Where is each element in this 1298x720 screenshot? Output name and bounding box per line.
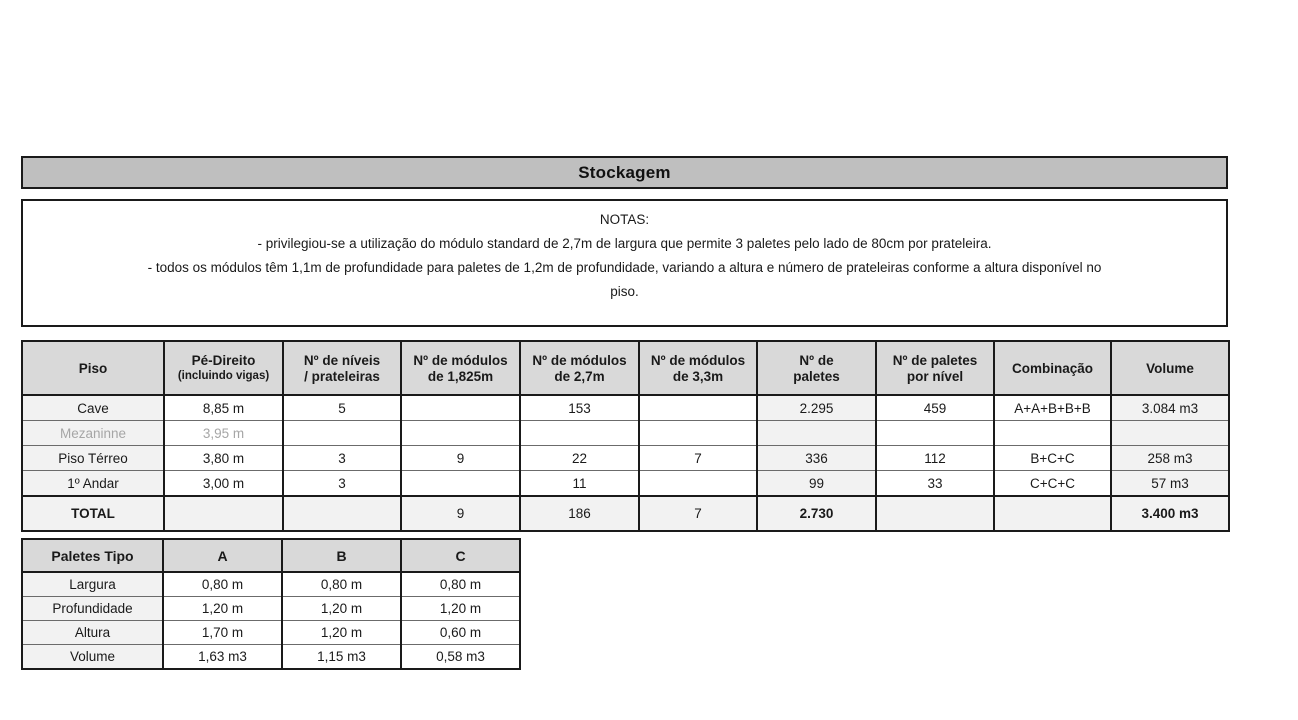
col-header-niveis-label: Nº de níveis (303, 353, 381, 368)
cell-piso: 1º Andar (22, 471, 164, 497)
cell-total-modulos-1825: 9 (401, 496, 520, 531)
page-title: Stockagem (578, 162, 671, 182)
cell-profundidade-a: 1,20 m (163, 597, 282, 621)
cell-volume-b: 1,15 m3 (282, 645, 401, 670)
cell-total-modulos-33: 7 (639, 496, 757, 531)
col-header-piso (22, 341, 164, 395)
cell-pe-direito: 3,95 m (164, 421, 283, 446)
paletes-row (22, 572, 520, 597)
cell-paletes-por-nivel: 459 (876, 395, 994, 421)
col-header-paletes-por-nivel-sub: por nível (906, 369, 964, 384)
cell-modulos-1825 (401, 421, 520, 446)
cell-paletes (757, 421, 876, 446)
cell-altura-c: 0,60 m (401, 621, 520, 645)
cell-paletes-por-nivel: 112 (876, 446, 994, 471)
cell-combinacao: A+A+B+B+B (994, 395, 1111, 421)
col-header-combinacao (994, 341, 1111, 395)
row-label-largura: Largura (22, 572, 163, 597)
cell-volume-c: 0,58 m3 (401, 645, 520, 670)
table-row (22, 446, 1229, 471)
cell-modulos-33 (639, 471, 757, 497)
row-label-altura: Altura (22, 621, 163, 645)
cell-volume-a: 1,63 m3 (163, 645, 282, 670)
cell-volume (1111, 421, 1229, 446)
paletes-tipo-table (21, 538, 521, 670)
col-header-pe-direito-label: Pé-Direito (191, 353, 256, 368)
cell-total-label: TOTAL (22, 496, 164, 531)
cell-total-paletes: 2.730 (757, 496, 876, 531)
note-line-2-cont: piso. (610, 284, 639, 299)
cell-modulos-1825 (401, 395, 520, 421)
cell-total-paletes-por-nivel (876, 496, 994, 531)
cell-niveis: 3 (283, 471, 401, 497)
cell-volume: 3.084 m3 (1111, 395, 1229, 421)
cell-paletes: 336 (757, 446, 876, 471)
col-header-modulos-33 (639, 341, 757, 395)
col-header-paletes (757, 341, 876, 395)
cell-modulos-33 (639, 395, 757, 421)
cell-modulos-27: 153 (520, 395, 639, 421)
col-header-tipo-a: A (163, 539, 282, 572)
cell-total-volume: 3.400 m3 (1111, 496, 1229, 531)
cell-piso: Piso Térreo (22, 446, 164, 471)
cell-modulos-27: 11 (520, 471, 639, 497)
cell-modulos-33: 7 (639, 446, 757, 471)
cell-niveis (283, 421, 401, 446)
col-header-modulos-1825 (401, 341, 520, 395)
col-header-paletes-label: Nº de (799, 353, 834, 368)
cell-paletes-por-nivel: 33 (876, 471, 994, 497)
notes-heading: NOTAS: (599, 212, 650, 227)
table-row (22, 421, 1229, 446)
table-total-row (22, 496, 1229, 531)
paletes-row (22, 621, 520, 645)
col-header-niveis (283, 341, 401, 395)
cell-paletes: 2.295 (757, 395, 876, 421)
cell-niveis: 5 (283, 395, 401, 421)
cell-modulos-27 (520, 421, 639, 446)
cell-largura-a: 0,80 m (163, 572, 282, 597)
cell-combinacao: C+C+C (994, 471, 1111, 497)
stockagem-table (21, 340, 1230, 532)
cell-total-combinacao (994, 496, 1111, 531)
cell-paletes: 99 (757, 471, 876, 497)
col-header-modulos-33-sub: de 3,3m (672, 369, 724, 384)
cell-modulos-33 (639, 421, 757, 446)
cell-volume: 57 m3 (1111, 471, 1229, 497)
cell-volume: 258 m3 (1111, 446, 1229, 471)
paletes-row (22, 645, 520, 670)
note-line-1: - privilegiou-se a utilização do módulo standard de 2,7m de largura que permite 3 paletes pelo lado de 80cm por prateleira. (257, 236, 992, 251)
cell-modulos-27: 22 (520, 446, 639, 471)
cell-pe-direito: 3,00 m (164, 471, 283, 497)
cell-pe-direito: 8,85 m (164, 395, 283, 421)
notes-box (21, 199, 1228, 327)
col-header-tipo-c: C (401, 539, 520, 572)
col-header-volume (1111, 341, 1229, 395)
row-label-volume: Volume (22, 645, 163, 670)
table-row (22, 395, 1229, 421)
cell-paletes-por-nivel (876, 421, 994, 446)
cell-combinacao (994, 421, 1111, 446)
cell-largura-b: 0,80 m (282, 572, 401, 597)
col-header-tipo-b: B (282, 539, 401, 572)
col-header-paletes-tipo: Paletes Tipo (22, 539, 163, 572)
cell-altura-a: 1,70 m (163, 621, 282, 645)
col-header-modulos-33-label: Nº de módulos (650, 353, 746, 368)
cell-combinacao: B+C+C (994, 446, 1111, 471)
cell-piso: Mezaninne (22, 421, 164, 446)
col-header-modulos-27 (520, 341, 639, 395)
table-row (22, 471, 1229, 497)
col-header-paletes-por-nivel-label: Nº de paletes (892, 353, 978, 368)
cell-profundidade-b: 1,20 m (282, 597, 401, 621)
cell-profundidade-c: 1,20 m (401, 597, 520, 621)
cell-pe-direito: 3,80 m (164, 446, 283, 471)
col-header-modulos-1825-sub: de 1,825m (427, 369, 494, 384)
cell-niveis: 3 (283, 446, 401, 471)
cell-modulos-1825: 9 (401, 446, 520, 471)
col-header-paletes-por-nivel (876, 341, 994, 395)
col-header-modulos-27-sub: de 2,7m (554, 369, 605, 384)
cell-modulos-1825 (401, 471, 520, 497)
col-header-combinacao-label: Combinação (1011, 360, 1093, 376)
cell-total-pe-direito (164, 496, 283, 531)
col-header-niveis-sub: / prateleiras (304, 369, 380, 384)
col-header-volume-label: Volume (1146, 360, 1194, 376)
cell-total-modulos-27: 186 (520, 496, 639, 531)
col-header-paletes-sub: paletes (793, 369, 840, 384)
col-header-modulos-27-label: Nº de módulos (532, 353, 627, 368)
sheet-title-bar (21, 156, 1228, 189)
cell-total-niveis (283, 496, 401, 531)
col-header-pe-direito (164, 341, 283, 395)
col-header-pe-direito-sub: (incluindo vigas) (177, 370, 270, 382)
paletes-header-row (22, 539, 520, 572)
cell-piso: Cave (22, 395, 164, 421)
note-line-2: - todos os módulos têm 1,1m de profundidade para paletes de 1,2m de profundidade, variando a altura e número de prateleiras conforme a altura disponível no (147, 260, 1102, 275)
col-header-modulos-1825-label: Nº de módulos (413, 353, 508, 368)
cell-altura-b: 1,20 m (282, 621, 401, 645)
table-header-row (22, 341, 1229, 395)
paletes-row (22, 597, 520, 621)
row-label-profundidade: Profundidade (22, 597, 163, 621)
cell-largura-c: 0,80 m (401, 572, 520, 597)
col-header-piso-label: Piso (78, 360, 108, 376)
